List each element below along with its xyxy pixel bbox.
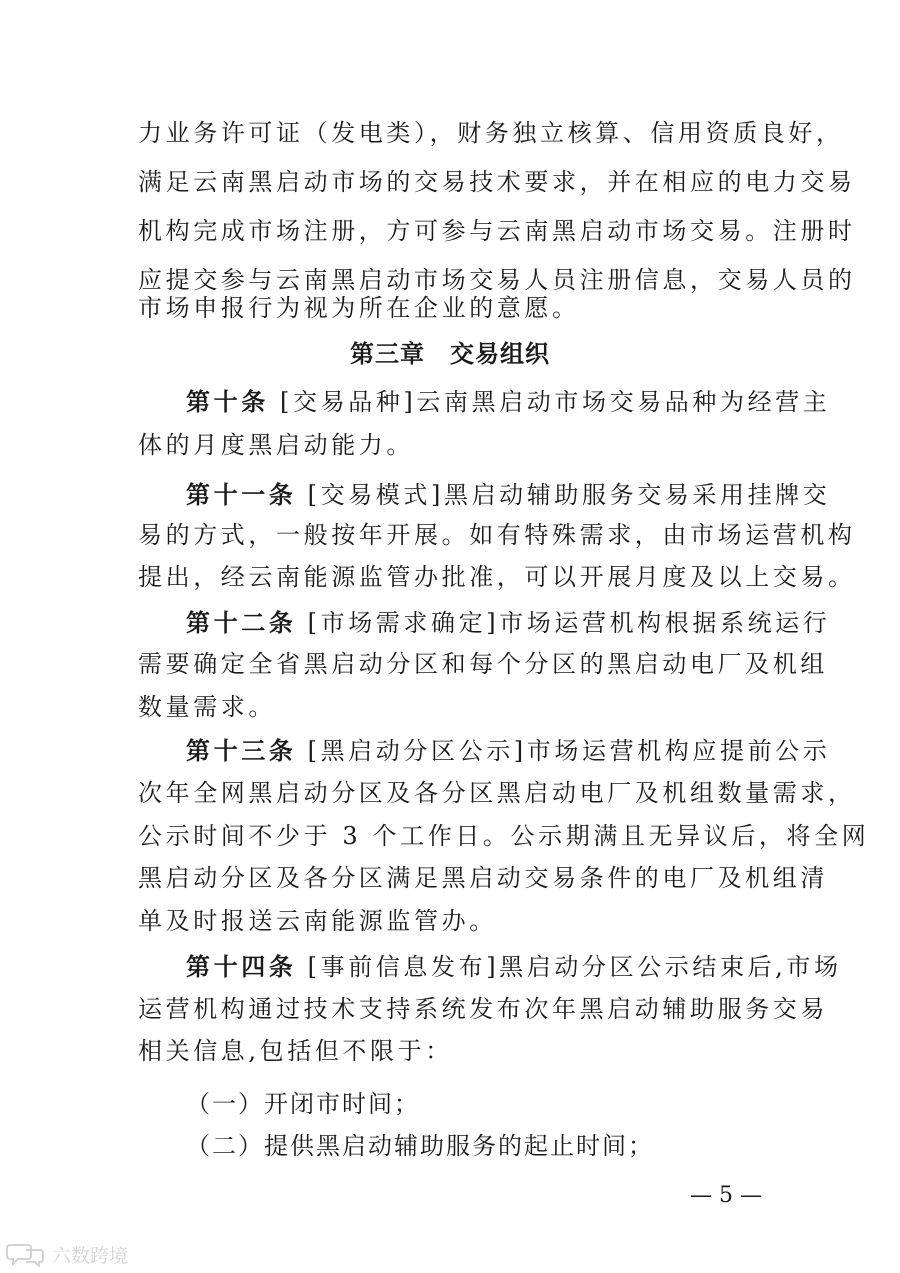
speech-bubble-logo-icon (6, 1241, 46, 1267)
text-line: 提出，经云南能源监管办批准，可以开展月度及以上交易。 (138, 563, 856, 591)
text-line: 单及时报送云南能源监管办。 (138, 907, 497, 935)
chapter-heading: 第三章 交易组织 (350, 339, 550, 368)
text-line: 满足云南黑启动市场的交易技术要求，并在相应的电力交易 (138, 168, 856, 196)
text-line: 体的月度黑启动能力。 (138, 431, 414, 459)
text-line: 相关信息,包括但不限于： (138, 1037, 453, 1065)
article-text: [事前信息发布]黑启动分区公示结束后,市场 (307, 953, 842, 981)
text-line: 易的方式，一般按年开展。如有特殊需求，由市场运营机构 (138, 521, 856, 549)
article-text: [交易品种]云南黑启动市场交易品种为经营主 (280, 388, 831, 416)
article-first-line (186, 480, 831, 510)
article-label: 第十条 (186, 388, 269, 416)
article-text: [黑启动分区公示]市场运营机构应提前公示 (307, 737, 831, 765)
list-item: （一）开闭市时间； (186, 1090, 420, 1118)
text-line: 黑启动分区及各分区满足黑启动交易条件的电厂及机组清 (138, 864, 828, 892)
watermark-text: 六数跨境 (52, 1244, 129, 1267)
text-line: 数量需求。 (138, 693, 276, 721)
text-line: 机构完成市场注册，方可参与云南黑启动市场交易。注册时 (138, 217, 856, 245)
article-text: [市场需求确定]市场运营机构根据系统运行 (307, 609, 831, 637)
article-first-line (186, 387, 831, 417)
text-line: 次年全网黑启动分区及各分区黑启动电厂及机组数量需求， (138, 779, 856, 807)
text-line: 应提交参与云南黑启动市场交易人员注册信息，交易人员的 (138, 266, 856, 294)
article-label: 第十四条 (186, 953, 297, 981)
text-line: 力业务许可证（发电类），财务独立核算、信用资质良好， (138, 119, 844, 147)
list-item: （二）提供黑启动辅助服务的起止时间； (186, 1132, 654, 1160)
watermark (6, 1240, 128, 1268)
article-first-line (186, 952, 842, 982)
text-line: 公示时间不少于 3 个工作日。公示期满且无异议后，将全网 (138, 822, 870, 850)
article-text: [交易模式]黑启动辅助服务交易采用挂牌交 (307, 481, 831, 509)
text-line: 需要确定全省黑启动分区和每个分区的黑启动电厂及机组 (138, 650, 828, 678)
article-label: 第十三条 (186, 737, 297, 765)
article-first-line (186, 736, 831, 766)
text-line: 市场申报行为视为所在企业的意愿。 (138, 294, 580, 322)
text-line: 运营机构通过技术支持系统发布次年黑启动辅助服务交易 (138, 995, 828, 1023)
page-number: — 5 — (690, 1183, 762, 1208)
article-first-line (186, 608, 831, 638)
article-label: 第十一条 (186, 481, 297, 509)
article-label: 第十二条 (186, 609, 297, 637)
